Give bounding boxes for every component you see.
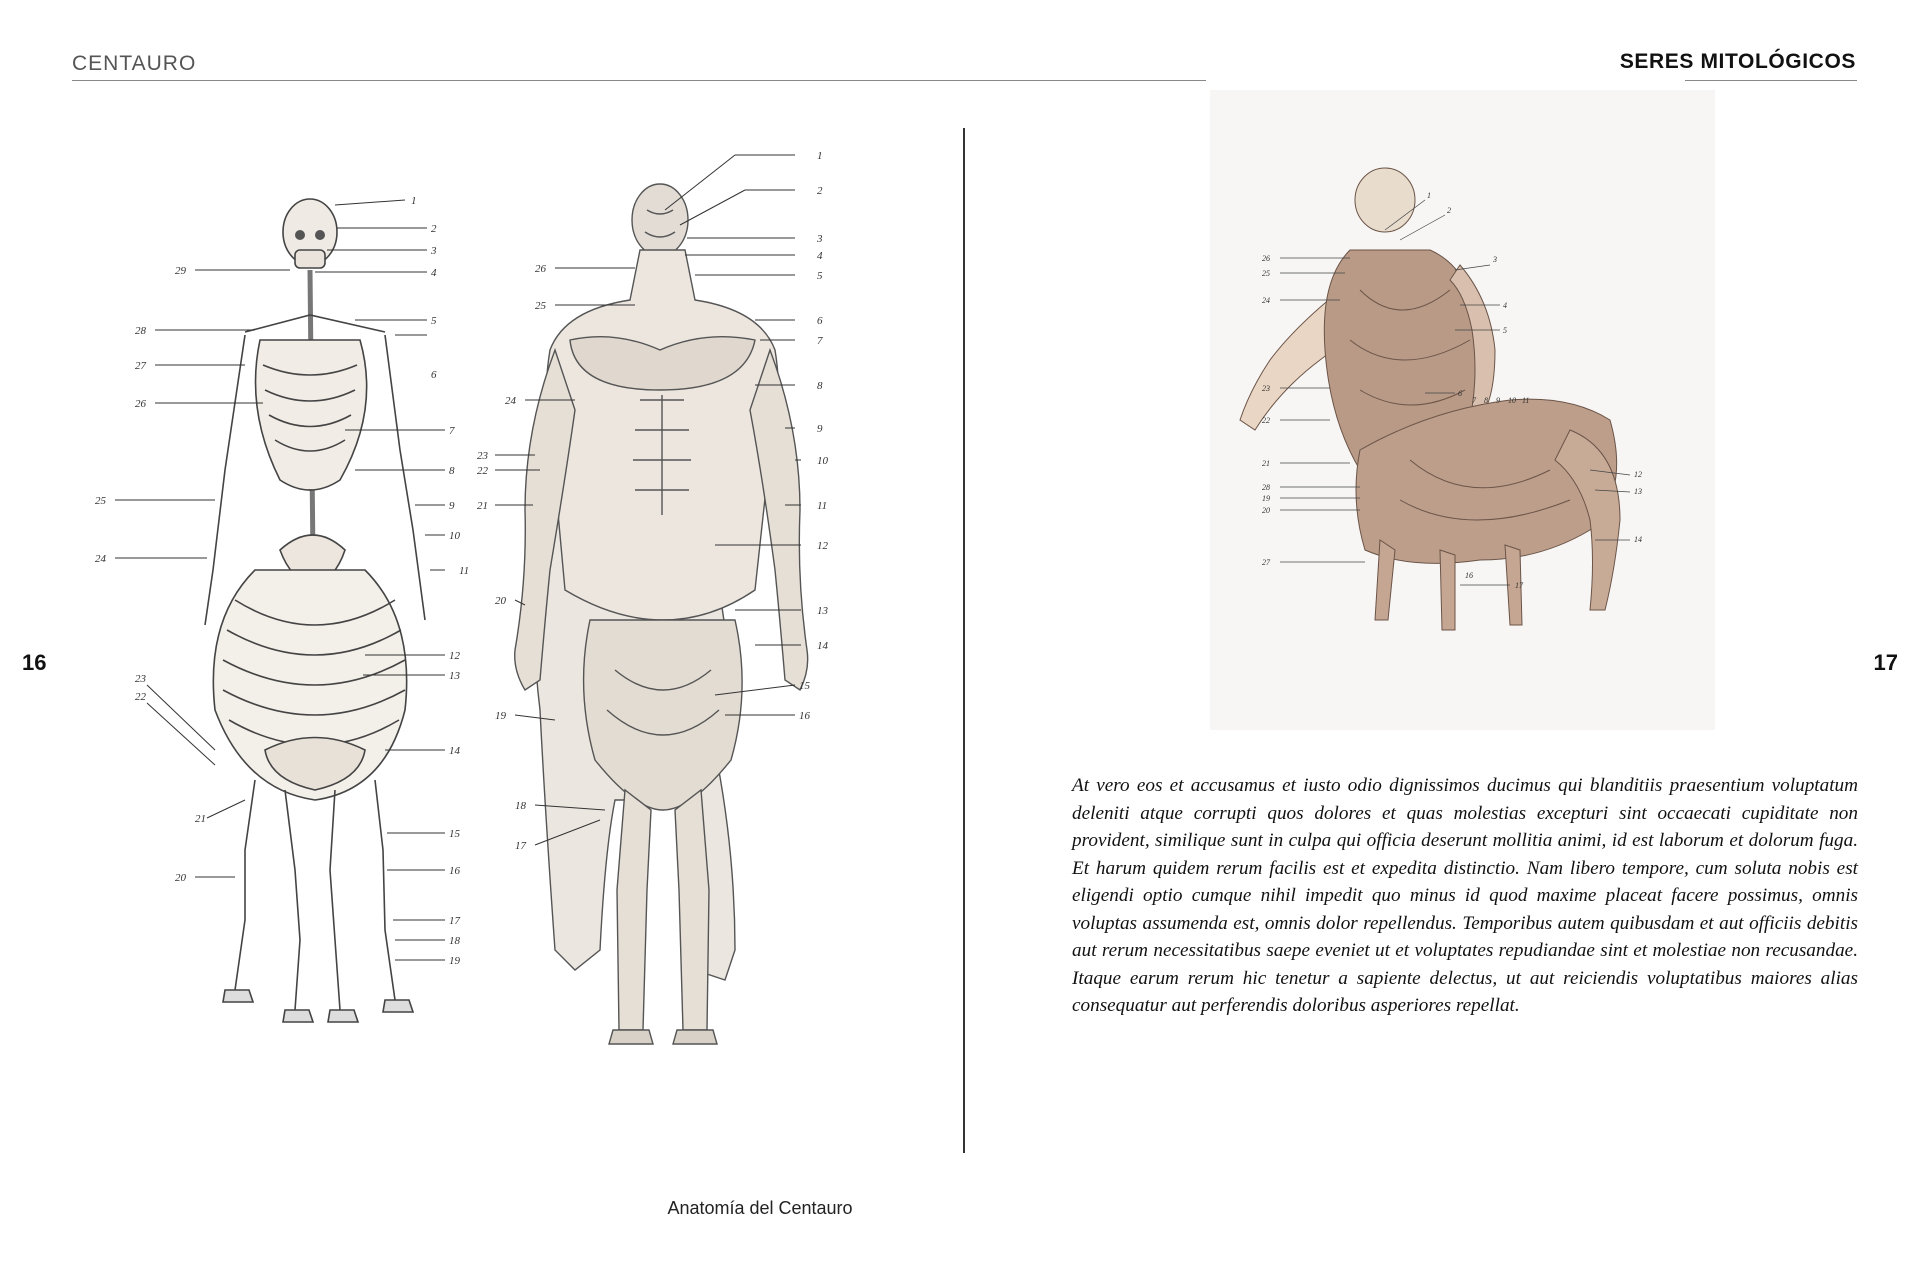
book-spine-divider: [963, 128, 965, 1153]
back-label: 13: [1634, 487, 1642, 496]
back-label: 22: [1262, 416, 1270, 425]
skeleton-label: 6: [431, 369, 437, 381]
muscle-label: 15: [799, 680, 810, 692]
skeleton-label: 10: [449, 530, 460, 542]
back-label: 2: [1447, 206, 1451, 215]
back-label: 24: [1262, 296, 1270, 305]
muscle-label: 19: [495, 710, 506, 722]
skeleton-label: 23: [135, 673, 146, 685]
anatomy-plate-back: [1210, 90, 1715, 730]
back-label: 8: [1484, 396, 1488, 405]
back-label: 5: [1503, 326, 1507, 335]
running-header-left: CENTAURO: [72, 52, 197, 75]
skeleton-label: 4: [431, 267, 437, 279]
skeleton-label: 26: [135, 398, 146, 410]
muscle-label: 25: [535, 300, 546, 312]
back-label: 12: [1634, 470, 1642, 479]
muscle-label: 3: [817, 233, 823, 245]
skeleton-label: 1: [411, 195, 417, 207]
back-label: 16: [1465, 571, 1473, 580]
back-label: 28: [1262, 483, 1270, 492]
back-label: 17: [1515, 581, 1523, 590]
back-label: 4: [1503, 301, 1507, 310]
header-left-rule: [72, 80, 1206, 81]
anatomy-plate-front: [95, 150, 828, 1080]
muscle-label: 22: [477, 465, 488, 477]
muscle-label: 11: [817, 500, 828, 512]
figure-caption: Anatomía del Centauro: [667, 1198, 853, 1218]
skeleton-label: 14: [449, 745, 460, 757]
page-number-left: 16: [22, 650, 47, 675]
muscle-label: 5: [817, 270, 823, 282]
muscle-label: 10: [817, 455, 828, 467]
back-label: 27: [1262, 558, 1270, 567]
back-label: 7: [1472, 396, 1476, 405]
skeleton-label: 3: [431, 245, 437, 257]
skeleton-label: 12: [449, 650, 460, 662]
back-label: 25: [1262, 269, 1270, 278]
muscle-label: 8: [817, 380, 823, 392]
skeleton-label: 20: [175, 872, 186, 884]
skeleton-label: 25: [95, 495, 106, 507]
muscle-label: 6: [817, 315, 823, 327]
skeleton-label: 27: [135, 360, 146, 372]
muscle-label: 1: [817, 150, 823, 162]
back-label: 26: [1262, 254, 1270, 263]
muscle-illustration: [515, 184, 808, 1044]
skeleton-label: 21: [195, 813, 206, 825]
skeleton-label: 17: [449, 915, 460, 927]
muscle-label: 13: [817, 605, 828, 617]
skeleton-label: 11: [459, 565, 470, 577]
muscle-label: 12: [817, 540, 828, 552]
muscle-label: 4: [817, 250, 823, 262]
skeleton-label: 24: [95, 553, 106, 565]
skeleton-label: 13: [449, 670, 460, 682]
muscle-label: 24: [505, 395, 516, 407]
page-number-right: 17: [1873, 650, 1898, 675]
skeleton-label: 2: [431, 223, 437, 235]
running-header-right: SERES MITOLÓGICOS: [1619, 50, 1856, 73]
muscle-label: 21: [477, 500, 488, 512]
muscle-label: 18: [515, 800, 526, 812]
back-label: 10: [1508, 396, 1516, 405]
muscle-label: 17: [515, 840, 526, 852]
muscle-label: 26: [535, 263, 546, 275]
skeleton-label: 18: [449, 935, 460, 947]
back-label: 11: [1522, 396, 1530, 405]
skeleton-labels-left: [95, 265, 206, 884]
muscle-label: 9: [817, 423, 823, 435]
muscle-label: 23: [477, 450, 488, 462]
centaur-back-muscle-illustration: [1240, 168, 1620, 630]
back-label: 23: [1262, 384, 1270, 393]
header-right-rule: [1685, 80, 1857, 81]
skeleton-label: 29: [175, 265, 186, 277]
muscle-label: 16: [799, 710, 810, 722]
back-label: 1: [1427, 191, 1431, 200]
skeleton-label: 22: [135, 691, 146, 703]
back-label: 14: [1634, 535, 1642, 544]
skeleton-label: 8: [449, 465, 455, 477]
skeleton-label: 5: [431, 315, 437, 327]
back-label: 20: [1262, 506, 1270, 515]
back-label: 3: [1493, 255, 1497, 264]
skeleton-label: 16: [449, 865, 460, 877]
back-label: 6: [1458, 389, 1462, 398]
muscle-label: 2: [817, 185, 823, 197]
back-label: 9: [1496, 396, 1500, 405]
back-label: 19: [1262, 494, 1270, 503]
skeleton-label: 7: [449, 425, 455, 437]
skeleton-label: 28: [135, 325, 146, 337]
skeleton-label: 19: [449, 955, 460, 967]
skeleton-label: 9: [449, 500, 455, 512]
skeleton-illustration: [205, 199, 425, 1022]
muscle-label: 7: [817, 335, 823, 347]
skeleton-label: 15: [449, 828, 460, 840]
body-paragraph: At vero eos et accusamus et iusto odio dignissimos ducimus qui blanditiis praesentium voluptatum deleniti atque corrupti quos dolores et quas molestias excepturi sint occaecati cupiditate non provident, similique sunt in culpa qui officia deserunt mollitia animi, id est laborum et dolorum fuga. Et harum quidem rerum facilis est et expedita distinctio. Nam libero tempore, cum soluta nobis est eligendi optio cumque nihil impedit quo minus id quod maxime placeat facere possimus, omnis voluptas assumenda est, omnis dolor repellendus. Temporibus autem quibusdam et aut officiis debitis aut rerum necessitatibus saepe eveniet ut et voluptates repudiandae sint et molestiae non recusandae. Itaque earum rerum hic tenetur a sapiente delectus, ut aut reiciendis voluptatibus maiores alias consequatur aut perferendis doloribus asperiores repellat.: [1072, 775, 1858, 1016]
muscle-label: 20: [495, 595, 506, 607]
back-label: 21: [1262, 459, 1270, 468]
muscle-label: 14: [817, 640, 828, 652]
